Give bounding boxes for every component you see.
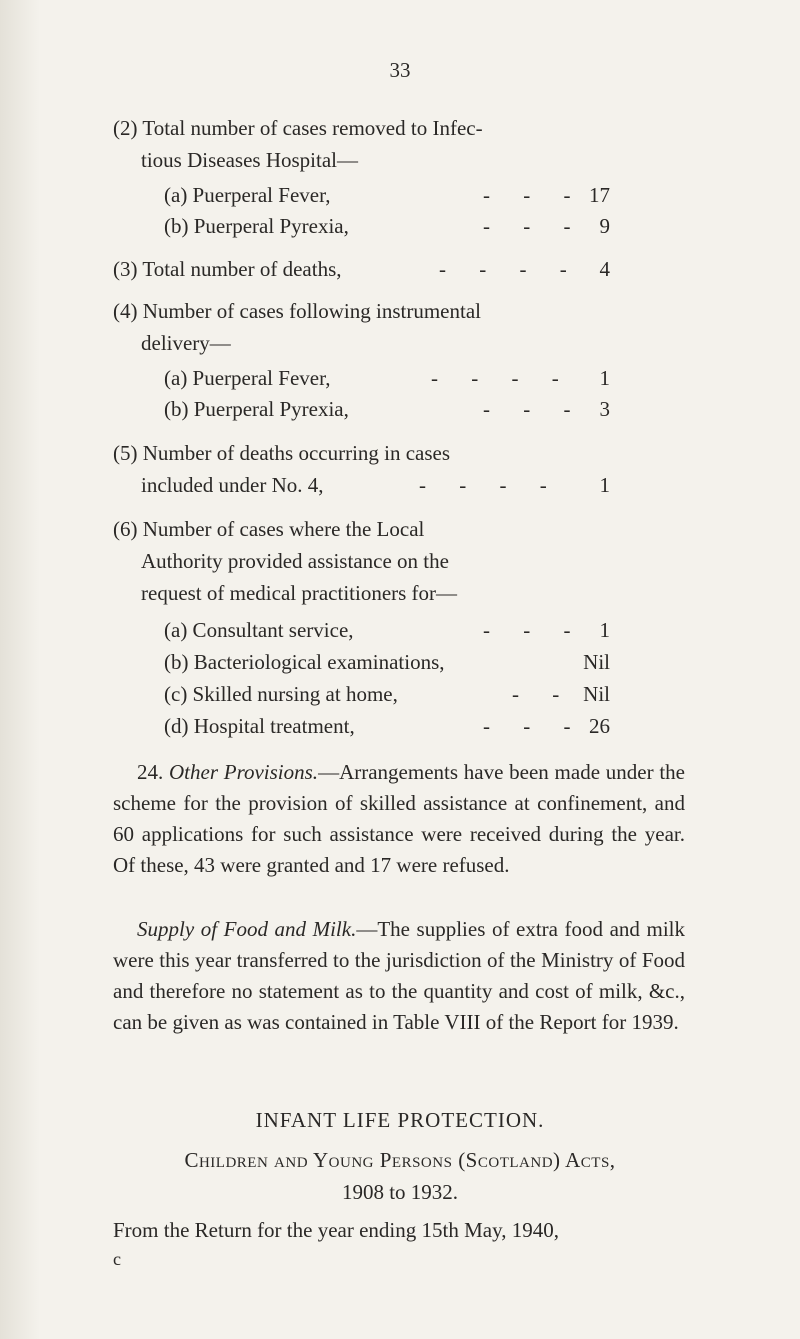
item-2b-label: (b) Puerperal Pyrexia, [164, 214, 349, 238]
item-6a-label: (a) Consultant service, [164, 618, 354, 642]
item-6a-value: 1 [599, 618, 610, 642]
item-4b-value: 3 [599, 397, 610, 421]
footer-signature-mark: c [113, 1249, 121, 1269]
para-title: Supply of Food and Milk. [137, 917, 357, 941]
item-2b-value: 9 [599, 214, 610, 238]
paragraph-food-milk [113, 914, 685, 1038]
para-text: —The supplies of extra food and milk were this year transferred to the jurisdiction of the Ministry of Food and therefore no statement as to the quantity and cost of milk, &c., can be given as was contained in Table VIII of the Report for 1939. [113, 917, 685, 1034]
item-6-line-3: request of medical practitioners for— [141, 581, 458, 605]
item-2-line-1: (2) Total number of cases removed to Infec- [113, 116, 483, 140]
item-4b-label: (b) Puerperal Pyrexia, [164, 397, 349, 421]
item-4a-label: (a) Puerperal Fever, [164, 366, 331, 390]
item-3-label: (3) Total number of deaths, [113, 257, 342, 281]
item-5-value: 1 [599, 473, 610, 497]
item-5-line-1: (5) Number of deaths occurring in cases [113, 441, 451, 465]
item-6b-value: Nil [583, 650, 610, 674]
item-6d-value: 26 [589, 714, 610, 738]
item-6-line-2: Authority provided assistance on the [141, 549, 449, 573]
leader-dots: - - - [483, 183, 585, 207]
para-number: 24. [137, 760, 164, 784]
item-3-value: 4 [599, 257, 610, 281]
item-2-line-2: tious Diseases Hospital— [141, 148, 358, 172]
leader-dots: - - - [483, 618, 585, 642]
leader-dots: - - - [483, 714, 585, 738]
item-4-line-2: delivery— [141, 331, 231, 355]
item-6d-label: (d) Hospital treatment, [164, 714, 355, 738]
item-4-line-1: (4) Number of cases following instrumental [113, 299, 481, 323]
leader-dots: - - [512, 682, 574, 706]
item-2a-value: 17 [589, 183, 610, 207]
paragraph-other-provisions [113, 757, 685, 881]
item-6b-label: (b) Bacteriological examinations, [164, 650, 445, 674]
leader-dots: - - - [483, 397, 585, 421]
page-number: 33 [389, 58, 411, 82]
item-4a-value: 1 [599, 366, 610, 390]
leader-dots: - - - - [419, 473, 561, 497]
leader-dots: - - - - [431, 366, 573, 390]
leader-dots: - - - [483, 214, 585, 238]
leader-dots: - - - - [439, 257, 581, 281]
final-line: From the Return for the year ending 15th May, 1940, [113, 1218, 559, 1242]
item-5-label: included under No. 4, [141, 473, 324, 497]
item-6c-label: (c) Skilled nursing at home, [164, 682, 398, 706]
item-2a-label: (a) Puerperal Fever, [164, 183, 331, 207]
para-title: Other Provisions. [169, 760, 319, 784]
item-6c-value: Nil [583, 682, 610, 706]
para-text: —Arrangements have been made under the scheme for the provision of skilled assistance at confinement, and 60 applications for such assistance were received during the year. Of these, 43 were granted and 17 were refused. [113, 760, 685, 877]
section-subheading: Children and Young Persons (Scotland) Acts, [184, 1148, 616, 1172]
page-edge-shadow [0, 0, 40, 1339]
item-6-line-1: (6) Number of cases where the Local [113, 517, 425, 541]
section-subheading-years: 1908 to 1932. [341, 1180, 459, 1204]
section-heading: INFANT LIFE PROTECTION. [255, 1108, 545, 1132]
